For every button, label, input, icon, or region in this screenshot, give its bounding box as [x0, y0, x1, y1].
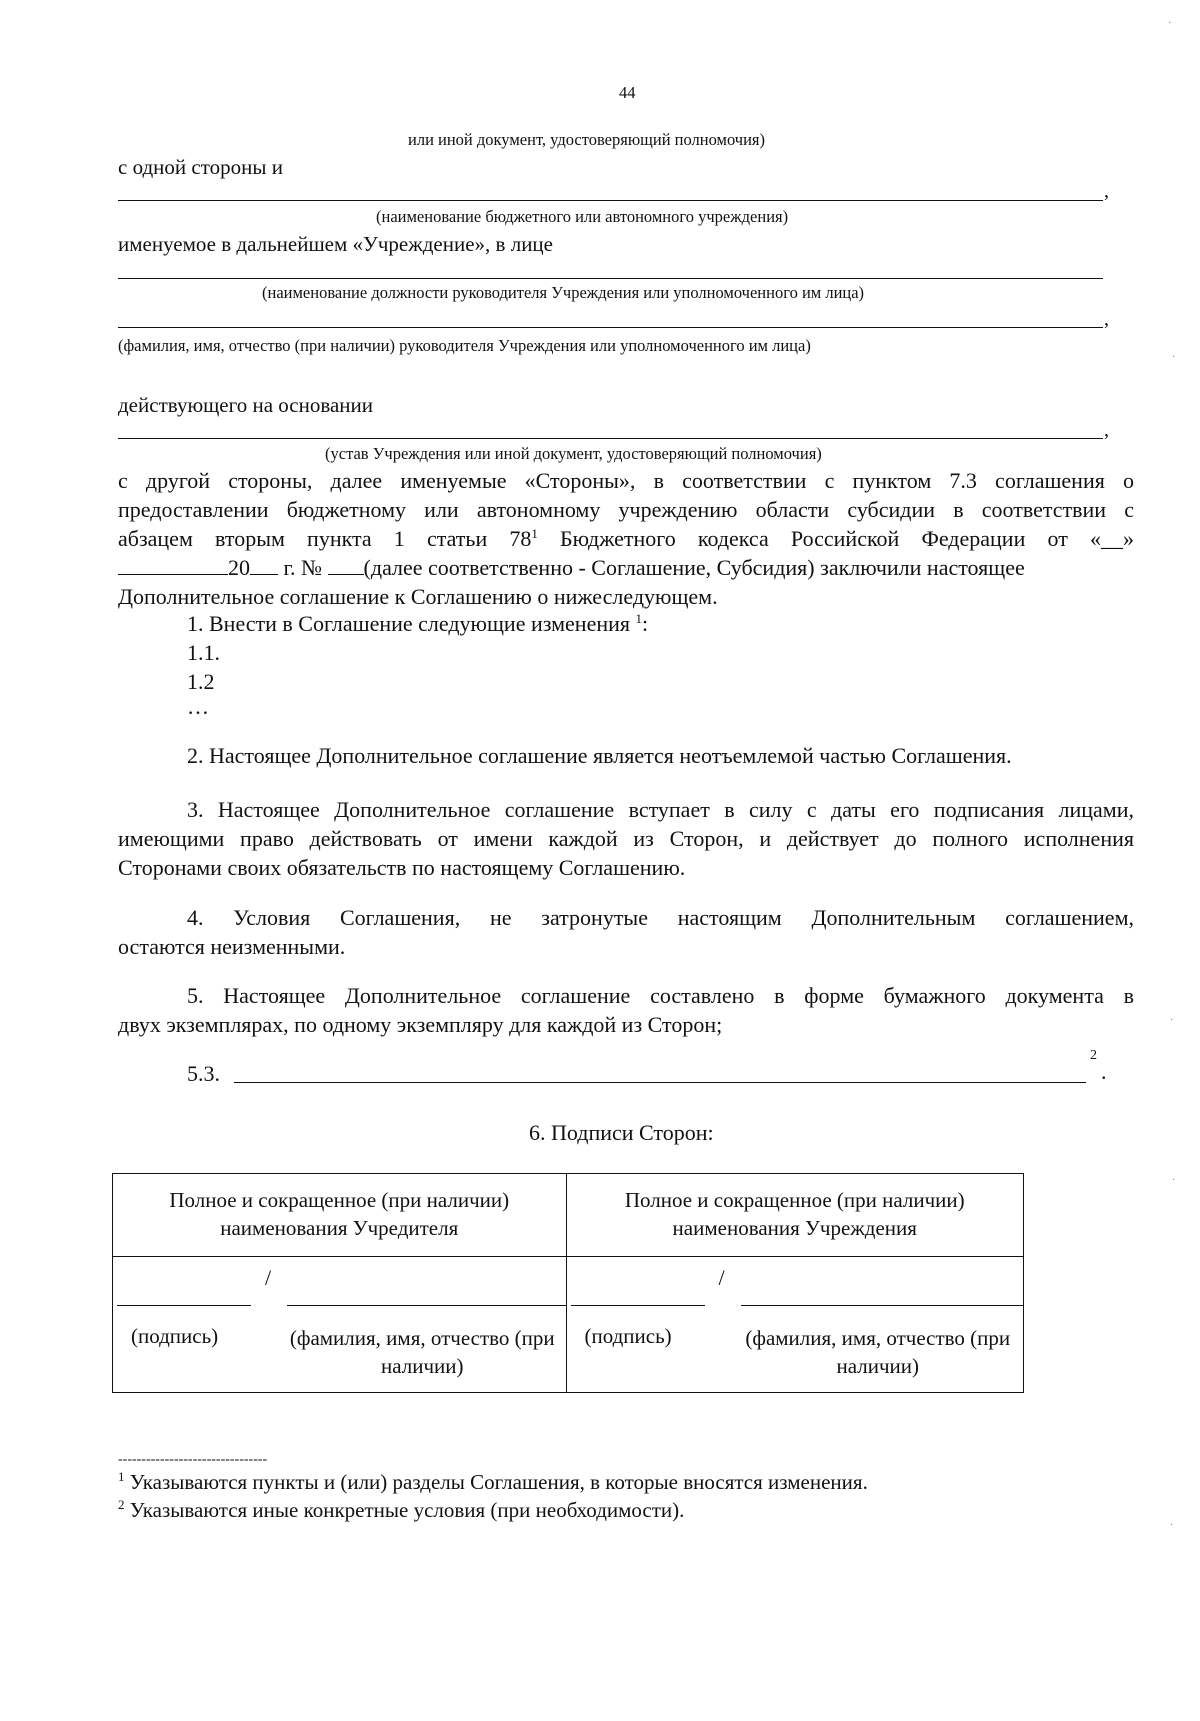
item-1-text: 1. Внести в Соглашение следующие изменения [187, 611, 636, 636]
item-4-paragraph [118, 903, 1134, 961]
preamble-line: с другой стороны, далее именуемые «Стороны», в соответствии с пунктом 7.3 соглашения о [118, 468, 1134, 493]
preamble-text: (далее соответственно - Соглашение, Субсидия) заключили настоящее [363, 555, 1025, 580]
one-side-text: с одной стороны и [118, 155, 283, 179]
footnote-1 [118, 1470, 868, 1495]
item-1-2: 1.2 [187, 669, 215, 694]
footnote-separator: -------------------------------- [118, 1452, 268, 1467]
item-4-line: 4. Условия Соглашения, не затронутые настоящим Дополнительным соглашением, [187, 905, 1134, 930]
blank-line-position [118, 278, 1103, 279]
institution-signature-line[interactable] [571, 1305, 705, 1306]
signatures-table [112, 1173, 1024, 1393]
scan-speck: · [1170, 1015, 1174, 1026]
footnote-2 [118, 1498, 684, 1523]
item-3-line: 3. Настоящее Дополнительное соглашение вступает в силу с даты его подписания лицами, [187, 797, 1134, 822]
founder-name-line[interactable] [287, 1305, 566, 1306]
item-1-1: 1.1. [187, 640, 220, 665]
scan-speck: · [1168, 18, 1172, 29]
caption-position: (наименование должности руководителя Учреждения или уполномоченного им лица) [262, 283, 865, 302]
page-number: 44 [619, 83, 636, 102]
item-5-3-blank [234, 1082, 1086, 1083]
item-3-paragraph [118, 795, 1134, 882]
item-2: 2. Настоящее Дополнительное соглашение является неотъемлемой частью Соглашения. [187, 743, 1012, 768]
item-5-3-label: 5.3. [187, 1061, 220, 1086]
caption-charter: (устав Учреждения или иной документ, удостоверяющий полномочия) [325, 444, 822, 463]
item-ellipsis: … [187, 694, 209, 719]
founder-signature-line[interactable] [117, 1305, 251, 1306]
caption-authority-document: или иной документ, удостоверяющий полномочия) [408, 130, 766, 149]
preamble-text: г. № [278, 555, 328, 580]
preamble-text: 20 [228, 555, 250, 580]
acting-basis-text: действующего на основании [118, 393, 374, 417]
item-3-line: имеющими право действовать от имени каждой из Сторон, и действует до полного исполнения [118, 826, 1134, 851]
comma-mark: , [1104, 419, 1109, 441]
founder-header: Полное и сокращенное (при наличии) наименования Учредителя [169, 1188, 510, 1240]
founder-sign-cell [113, 1257, 567, 1313]
caption-institution: (наименование бюджетного или автономного учреждения) [376, 207, 789, 226]
fio-caption: (фамилия, имя, отчество (при наличии) [289, 1326, 555, 1378]
footnote-number: 1 [118, 1469, 125, 1484]
preamble-line: предоставлении бюджетному или автономному учреждению области субсидии в соответствии с [118, 497, 1134, 522]
blank-number [328, 556, 364, 575]
scan-speck: · [1172, 352, 1176, 363]
footnote-ref: 1 [635, 611, 643, 626]
blank-line-charter [118, 438, 1103, 439]
footnote-ref: 2 [1090, 1048, 1097, 1063]
scan-speck: · [1172, 1175, 1176, 1186]
footnote-2-text: Указываются иные конкретные условия (при необходимости). [124, 1498, 685, 1522]
founder-caption-cell [113, 1312, 567, 1393]
comma-mark: , [1104, 180, 1109, 202]
preamble-line [118, 524, 1134, 553]
item-4-line: остаются неизменными. [118, 934, 346, 959]
signatures-title: 6. Подписи Сторон: [529, 1120, 714, 1145]
item-1-colon: : [642, 611, 649, 636]
fio-caption: (фамилия, имя, отчество (при наличии) [745, 1326, 1011, 1378]
separator-slash: / [718, 1265, 725, 1290]
item-5-paragraph [118, 981, 1134, 1039]
named-further-text: именуемое в дальнейшем «Учреждение», в лице [118, 232, 553, 256]
blank-day-month [118, 556, 228, 575]
caption-fio: (фамилия, имя, отчество (при наличии) руководителя Учреждения или уполномоченного им лица) [118, 336, 811, 355]
preamble-paragraph [118, 466, 1134, 611]
footnote-number: 2 [118, 1497, 125, 1512]
institution-name-line[interactable] [741, 1305, 1024, 1306]
separator-slash: / [265, 1265, 272, 1290]
blank-year [250, 556, 278, 575]
institution-header: Полное и сокращенное (при наличии) наименования Учреждения [624, 1188, 965, 1240]
item-5-line: 5. Настоящее Дополнительное соглашение составлено в форме бумажного документа в [187, 983, 1134, 1008]
founder-header-cell [113, 1174, 567, 1257]
footnote-1-text: Указываются пункты и (или) разделы Соглашения, в которые вносятся изменения. [124, 1470, 868, 1494]
blank-line-institution [118, 200, 1103, 201]
institution-header-cell [566, 1174, 1024, 1257]
comma-mark: , [1104, 308, 1109, 330]
preamble-text: абзацем вторым пункта 1 статьи 78 [118, 526, 532, 551]
preamble-text: Бюджетного кодекса Российской Федерации от «__» [537, 526, 1134, 551]
blank-line-fio [118, 327, 1103, 328]
preamble-line [118, 553, 1134, 582]
footnote-ref: 1 [531, 526, 538, 541]
item-5-3-dot: . [1101, 1059, 1107, 1084]
signature-caption: (подпись) [131, 1324, 219, 1348]
item-3-line: Сторонами своих обязательств по настоящему Соглашению. [118, 855, 686, 880]
scan-speck: · [1170, 1520, 1174, 1531]
preamble-line: Дополнительное соглашение к Соглашению о нижеследующем. [118, 584, 718, 609]
item-5-line: двух экземплярах, по одному экземпляру для каждой из Сторон; [118, 1012, 723, 1037]
signature-caption: (подпись) [584, 1324, 672, 1348]
institution-caption-cell [566, 1312, 1024, 1393]
institution-sign-cell [566, 1257, 1024, 1313]
item-1 [187, 611, 648, 637]
